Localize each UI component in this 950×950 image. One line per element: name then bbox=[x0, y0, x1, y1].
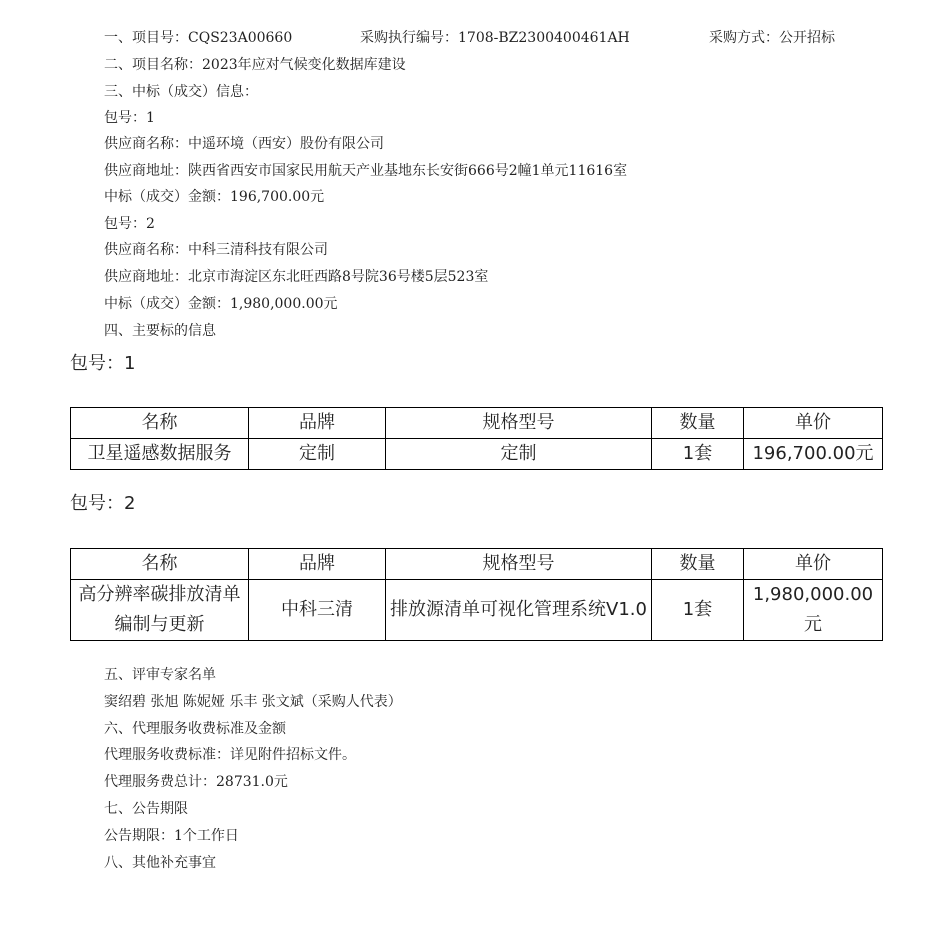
package-1-label: 包号：1 bbox=[70, 353, 136, 374]
package-2-label: 包号：2 bbox=[70, 493, 136, 514]
column-header-name: 名称 bbox=[71, 549, 249, 580]
package-number: 包号：2 bbox=[104, 216, 155, 232]
package-1-table bbox=[70, 407, 883, 470]
column-header-brand: 品牌 bbox=[249, 549, 386, 580]
package-number: 包号：1 bbox=[104, 110, 155, 126]
section-heading-experts: 五、评审专家名单 bbox=[104, 667, 216, 683]
supplier-name: 供应商名称：中遥环境（西安）股份有限公司 bbox=[104, 136, 384, 152]
table-header-row bbox=[71, 549, 883, 580]
cell-name: 高分辨率碳排放清单编制与更新 bbox=[71, 580, 249, 641]
expert-list: 窦绍碧 张旭 陈妮娅 乐丰 张文斌（采购人代表） bbox=[104, 694, 402, 710]
procurement-method: 采购方式：公开招标 bbox=[709, 30, 835, 46]
fee-standard: 代理服务收费标准：详见附件招标文件。 bbox=[104, 747, 356, 763]
column-header-unit-price: 单价 bbox=[744, 408, 883, 439]
announcement-period: 公告期限：1个工作日 bbox=[104, 828, 239, 844]
table-row bbox=[71, 580, 883, 641]
section-heading-other: 八、其他补充事宜 bbox=[104, 855, 216, 871]
cell-spec: 定制 bbox=[386, 439, 652, 470]
execution-number: 采购执行编号：1708-BZ2300400461AH bbox=[360, 30, 630, 46]
cell-brand: 定制 bbox=[249, 439, 386, 470]
column-header-quantity: 数量 bbox=[652, 408, 744, 439]
table-row bbox=[71, 439, 883, 470]
cell-brand: 中科三清 bbox=[249, 580, 386, 641]
section-heading-award: 三、中标（成交）信息： bbox=[104, 84, 258, 100]
section-heading-items: 四、主要标的信息 bbox=[104, 323, 216, 339]
award-amount: 中标（成交）金额：196,700.00元 bbox=[104, 189, 325, 205]
project-name: 二、项目名称：2023年应对气候变化数据库建设 bbox=[104, 57, 406, 73]
cell-quantity: 1套 bbox=[652, 580, 744, 641]
column-header-brand: 品牌 bbox=[249, 408, 386, 439]
project-number: 一、项目号：CQS23A00660 bbox=[104, 30, 293, 46]
cell-unit-price: 1,980,000.00元 bbox=[744, 580, 883, 641]
cell-unit-price: 196,700.00元 bbox=[744, 439, 883, 470]
cell-spec: 排放源清单可视化管理系统V1.0 bbox=[386, 580, 652, 641]
section-heading-fees: 六、代理服务收费标准及金额 bbox=[104, 721, 286, 737]
fee-total: 代理服务费总计：28731.0元 bbox=[104, 774, 288, 790]
column-header-name: 名称 bbox=[71, 408, 249, 439]
column-header-spec: 规格型号 bbox=[386, 549, 652, 580]
table-header-row bbox=[71, 408, 883, 439]
cell-name: 卫星遥感数据服务 bbox=[71, 439, 249, 470]
supplier-name: 供应商名称：中科三清科技有限公司 bbox=[104, 242, 328, 258]
column-header-unit-price: 单价 bbox=[744, 549, 883, 580]
supplier-address: 供应商地址：北京市海淀区东北旺西路8号院36号楼5层523室 bbox=[104, 269, 489, 285]
package-2-table bbox=[70, 548, 883, 641]
award-amount: 中标（成交）金额：1,980,000.00元 bbox=[104, 296, 338, 312]
supplier-address: 供应商地址：陕西省西安市国家民用航天产业基地东长安街666号2幢1单元11616室 bbox=[104, 163, 628, 179]
section-heading-period: 七、公告期限 bbox=[104, 801, 188, 817]
column-header-quantity: 数量 bbox=[652, 549, 744, 580]
column-header-spec: 规格型号 bbox=[386, 408, 652, 439]
cell-quantity: 1套 bbox=[652, 439, 744, 470]
